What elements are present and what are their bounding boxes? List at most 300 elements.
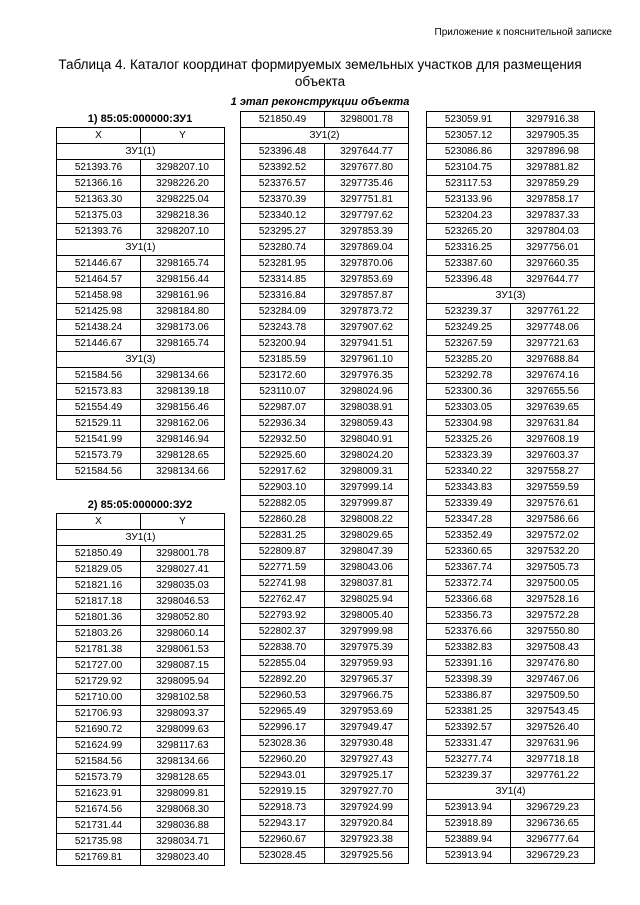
table-row	[427, 848, 595, 864]
group-label: ЗУ1(3)	[427, 288, 595, 304]
coord-x: 523386.87	[427, 688, 511, 704]
table-row	[241, 832, 409, 848]
table-row	[57, 304, 225, 320]
coord-x: 523347.28	[427, 512, 511, 528]
table-row	[427, 240, 595, 256]
table-row	[57, 674, 225, 690]
coord-y: 3297853.69	[325, 272, 409, 288]
coord-y: 3297509.50	[511, 688, 595, 704]
table-row	[427, 192, 595, 208]
coord-x: 523204.23	[427, 208, 511, 224]
group-label: ЗУ1(1)	[57, 530, 225, 546]
table-row	[427, 832, 595, 848]
coord-x: 521624.99	[57, 738, 141, 754]
table-row	[57, 288, 225, 304]
coord-x: 523381.25	[427, 704, 511, 720]
coord-y: 3298102.58	[141, 690, 225, 706]
table-row	[57, 786, 225, 802]
group-label: ЗУ1(2)	[241, 128, 409, 144]
coord-y: 3298099.81	[141, 786, 225, 802]
coord-x: 522882.05	[241, 496, 325, 512]
group-row	[427, 784, 595, 800]
table-row	[57, 754, 225, 770]
coord-x: 523303.05	[427, 400, 511, 416]
coord-x: 523117.53	[427, 176, 511, 192]
table-row	[241, 160, 409, 176]
coord-y: 3298156.46	[141, 400, 225, 416]
coord-y: 3297870.06	[325, 256, 409, 272]
table-row	[57, 224, 225, 240]
table-row	[427, 256, 595, 272]
table-row	[57, 256, 225, 272]
table-row	[57, 626, 225, 642]
coord-y: 3298060.14	[141, 626, 225, 642]
coord-x: 523185.59	[241, 352, 325, 368]
coord-y: 3297873.72	[325, 304, 409, 320]
table-row	[427, 160, 595, 176]
coord-y: 3298052.80	[141, 610, 225, 626]
coord-x: 523376.57	[241, 176, 325, 192]
table-row	[241, 416, 409, 432]
coord-x: 523360.65	[427, 544, 511, 560]
group-row	[57, 144, 225, 160]
coord-x: 523913.94	[427, 800, 511, 816]
coord-x: 523265.20	[427, 224, 511, 240]
table-row	[427, 592, 595, 608]
column-2	[240, 111, 408, 864]
coord-x: 521727.00	[57, 658, 141, 674]
coord-x: 523277.74	[427, 752, 511, 768]
table-row	[57, 802, 225, 818]
group-label: ЗУ1(1)	[57, 240, 225, 256]
coord-x: 522793.92	[241, 608, 325, 624]
coord-x: 521446.67	[57, 336, 141, 352]
coord-x: 523243.78	[241, 320, 325, 336]
coord-y: 3298165.74	[141, 336, 225, 352]
coord-x: 523284.09	[241, 304, 325, 320]
coord-y: 3298225.04	[141, 192, 225, 208]
header-x: X	[57, 514, 141, 530]
coord-x: 521710.00	[57, 690, 141, 706]
table-row	[57, 464, 225, 480]
coord-y: 3298226.20	[141, 176, 225, 192]
coord-y: 3298146.94	[141, 432, 225, 448]
table-row	[427, 208, 595, 224]
table-row	[57, 770, 225, 786]
coord-x: 521674.56	[57, 802, 141, 818]
table-row	[241, 480, 409, 496]
table-row	[241, 256, 409, 272]
table-row	[241, 496, 409, 512]
coord-x: 523376.66	[427, 624, 511, 640]
group-row	[57, 530, 225, 546]
group-label: ЗУ1(3)	[57, 352, 225, 368]
coord-y: 3297804.03	[511, 224, 595, 240]
coord-x: 521829.05	[57, 562, 141, 578]
table-row	[241, 736, 409, 752]
table-row	[57, 850, 225, 866]
coord-x: 521573.83	[57, 384, 141, 400]
coord-x: 522960.20	[241, 752, 325, 768]
coord-y: 3297999.14	[325, 480, 409, 496]
coord-y: 3297925.17	[325, 768, 409, 784]
table-row	[57, 658, 225, 674]
table-row	[241, 544, 409, 560]
coord-x: 523086.86	[427, 144, 511, 160]
coord-x: 523316.84	[241, 288, 325, 304]
coord-y: 3298207.10	[141, 160, 225, 176]
coord-y: 3297857.87	[325, 288, 409, 304]
coord-x: 522917.62	[241, 464, 325, 480]
coord-x: 522996.17	[241, 720, 325, 736]
coord-y: 3297959.93	[325, 656, 409, 672]
coord-x: 523370.39	[241, 192, 325, 208]
table-row	[427, 736, 595, 752]
coord-x: 522932.50	[241, 432, 325, 448]
table-row	[241, 752, 409, 768]
table-row	[427, 640, 595, 656]
table-row	[241, 368, 409, 384]
table-header-row	[57, 514, 225, 530]
coord-x: 523382.83	[427, 640, 511, 656]
header-note: Приложение к пояснительной записке	[434, 27, 612, 38]
table-row	[57, 834, 225, 850]
coord-x: 523918.89	[427, 816, 511, 832]
table-row	[241, 688, 409, 704]
coord-y: 3297644.77	[325, 144, 409, 160]
coord-x: 523325.26	[427, 432, 511, 448]
coord-x: 521729.92	[57, 674, 141, 690]
coord-x: 521584.56	[57, 368, 141, 384]
coord-y: 3297941.51	[325, 336, 409, 352]
coord-x: 523133.96	[427, 192, 511, 208]
coord-x: 523396.48	[241, 144, 325, 160]
coord-y: 3297837.33	[511, 208, 595, 224]
section-2-title: 2) 85:05:000000:ЗУ2	[87, 499, 193, 511]
table-row	[241, 624, 409, 640]
coord-y: 3297881.82	[511, 160, 595, 176]
coord-y: 3298161.96	[141, 288, 225, 304]
coord-x: 523367.74	[427, 560, 511, 576]
table-row	[57, 432, 225, 448]
table-row	[427, 352, 595, 368]
table-row	[241, 512, 409, 528]
table-row	[57, 642, 225, 658]
coord-x: 522802.37	[241, 624, 325, 640]
table-row	[57, 706, 225, 722]
coord-y: 3297608.19	[511, 432, 595, 448]
coord-x: 523352.49	[427, 528, 511, 544]
table-row	[241, 208, 409, 224]
header-y: Y	[141, 128, 225, 144]
coord-y: 3298218.36	[141, 208, 225, 224]
table-row	[241, 528, 409, 544]
coord-x: 523104.75	[427, 160, 511, 176]
table-row	[57, 320, 225, 336]
coord-y: 3298099.63	[141, 722, 225, 738]
table-row	[241, 672, 409, 688]
table-row	[57, 562, 225, 578]
table-row	[427, 624, 595, 640]
table-row	[57, 400, 225, 416]
coordinates-table-3	[240, 111, 409, 864]
table-row	[427, 464, 595, 480]
coord-x: 521706.93	[57, 706, 141, 722]
coord-x: 523304.98	[427, 416, 511, 432]
coord-x: 522960.53	[241, 688, 325, 704]
coord-y: 3297761.22	[511, 304, 595, 320]
coord-x: 522903.10	[241, 480, 325, 496]
coord-x: 523889.94	[427, 832, 511, 848]
coord-y: 3297907.62	[325, 320, 409, 336]
coord-y: 3297660.35	[511, 256, 595, 272]
table-row	[57, 690, 225, 706]
table-row	[241, 304, 409, 320]
coord-y: 3297953.69	[325, 704, 409, 720]
coord-y: 3298165.74	[141, 256, 225, 272]
coord-x: 522762.47	[241, 592, 325, 608]
coord-y: 3297467.06	[511, 672, 595, 688]
coord-x: 522987.07	[241, 400, 325, 416]
coord-y: 3297999.87	[325, 496, 409, 512]
coord-y: 3297550.80	[511, 624, 595, 640]
coord-y: 3298047.39	[325, 544, 409, 560]
coord-x: 523249.25	[427, 320, 511, 336]
table-row	[241, 384, 409, 400]
table-row	[241, 768, 409, 784]
coord-x: 521375.03	[57, 208, 141, 224]
table-row	[427, 608, 595, 624]
coord-y: 3297505.73	[511, 560, 595, 576]
coord-x: 521850.49	[241, 112, 325, 128]
coord-x: 521529.11	[57, 416, 141, 432]
coord-y: 3297923.38	[325, 832, 409, 848]
coord-x: 523300.36	[427, 384, 511, 400]
table-row	[57, 818, 225, 834]
coord-y: 3297869.04	[325, 240, 409, 256]
table-row	[241, 176, 409, 192]
group-row	[57, 352, 225, 368]
coord-y: 3298134.66	[141, 754, 225, 770]
table-row	[427, 688, 595, 704]
table-row	[241, 448, 409, 464]
coord-x: 523396.48	[427, 272, 511, 288]
coord-x: 521690.72	[57, 722, 141, 738]
coord-x: 521458.98	[57, 288, 141, 304]
coord-y: 3297674.16	[511, 368, 595, 384]
coord-y: 3298128.65	[141, 770, 225, 786]
coord-x: 523028.36	[241, 736, 325, 752]
coord-x: 523392.52	[241, 160, 325, 176]
coord-x: 523110.07	[241, 384, 325, 400]
table-row	[57, 192, 225, 208]
coord-x: 523267.59	[427, 336, 511, 352]
coord-y: 3298184.80	[141, 304, 225, 320]
page-title: Таблица 4. Каталог координат формируемых земельных участков для размещения объекта	[58, 57, 582, 89]
table-row	[427, 816, 595, 832]
coord-y: 3297558.27	[511, 464, 595, 480]
table-row	[427, 144, 595, 160]
coord-y: 3297999.98	[325, 624, 409, 640]
coord-y: 3298027.41	[141, 562, 225, 578]
table-row	[241, 272, 409, 288]
coord-x: 521366.16	[57, 176, 141, 192]
coord-y: 3297586.66	[511, 512, 595, 528]
coord-x: 523295.27	[241, 224, 325, 240]
table-row	[427, 176, 595, 192]
coord-x: 522855.04	[241, 656, 325, 672]
coord-y: 3298095.94	[141, 674, 225, 690]
coord-x: 523314.85	[241, 272, 325, 288]
coord-y: 3297735.46	[325, 176, 409, 192]
coord-x: 521573.79	[57, 770, 141, 786]
coord-x: 521781.38	[57, 642, 141, 658]
table-row	[427, 576, 595, 592]
coord-y: 3297655.56	[511, 384, 595, 400]
coord-y: 3298139.18	[141, 384, 225, 400]
coord-x: 521731.44	[57, 818, 141, 834]
coord-y: 3297721.63	[511, 336, 595, 352]
coord-y: 3297677.80	[325, 160, 409, 176]
coord-y: 3297924.99	[325, 800, 409, 816]
table-row	[427, 560, 595, 576]
coord-x: 521541.99	[57, 432, 141, 448]
coord-y: 3297639.65	[511, 400, 595, 416]
coord-y: 3298008.22	[325, 512, 409, 528]
table-row	[241, 240, 409, 256]
coord-y: 3296736.65	[511, 816, 595, 832]
coord-x: 523387.60	[427, 256, 511, 272]
table-row	[57, 610, 225, 626]
coord-y: 3296777.64	[511, 832, 595, 848]
coord-y: 3297761.22	[511, 768, 595, 784]
coord-x: 521464.57	[57, 272, 141, 288]
coord-y: 3298162.06	[141, 416, 225, 432]
table-row	[241, 400, 409, 416]
coord-y: 3297927.43	[325, 752, 409, 768]
coord-x: 523172.60	[241, 368, 325, 384]
table-row	[427, 768, 595, 784]
coordinates-table-1	[56, 127, 225, 480]
table-row	[427, 112, 595, 128]
table-row	[241, 288, 409, 304]
coord-x: 523028.45	[241, 848, 325, 864]
coord-x: 521425.98	[57, 304, 141, 320]
coord-y: 3297797.62	[325, 208, 409, 224]
coord-x: 523323.39	[427, 448, 511, 464]
coord-x: 521817.18	[57, 594, 141, 610]
coord-y: 3298134.66	[141, 464, 225, 480]
table-row	[427, 496, 595, 512]
coord-y: 3297975.39	[325, 640, 409, 656]
coord-x: 522918.73	[241, 800, 325, 816]
coord-y: 3298001.78	[141, 546, 225, 562]
coord-y: 3297748.06	[511, 320, 595, 336]
coord-x: 523366.68	[427, 592, 511, 608]
table-row	[57, 384, 225, 400]
coord-y: 3298025.94	[325, 592, 409, 608]
coord-y: 3297896.98	[511, 144, 595, 160]
coord-x: 523391.16	[427, 656, 511, 672]
coord-y: 3298005.40	[325, 608, 409, 624]
coord-y: 3297916.38	[511, 112, 595, 128]
coord-y: 3297572.02	[511, 528, 595, 544]
table-row	[57, 160, 225, 176]
table-row	[427, 512, 595, 528]
coord-x: 523285.20	[427, 352, 511, 368]
coord-y: 3298023.40	[141, 850, 225, 866]
coord-y: 3298128.65	[141, 448, 225, 464]
coord-y: 3298134.66	[141, 368, 225, 384]
coord-x: 521554.49	[57, 400, 141, 416]
table-row	[427, 224, 595, 240]
coord-x: 523913.94	[427, 848, 511, 864]
coord-x: 521446.67	[57, 256, 141, 272]
coord-x: 521573.79	[57, 448, 141, 464]
coord-x: 523372.74	[427, 576, 511, 592]
table-row	[241, 144, 409, 160]
coord-y: 3297603.37	[511, 448, 595, 464]
table-row	[57, 416, 225, 432]
coord-x: 523239.37	[427, 768, 511, 784]
coord-y: 3297925.56	[325, 848, 409, 864]
coord-y: 3297718.18	[511, 752, 595, 768]
coord-y: 3297859.29	[511, 176, 595, 192]
coord-x: 522936.34	[241, 416, 325, 432]
coord-x: 521735.98	[57, 834, 141, 850]
table-row	[241, 592, 409, 608]
table-row	[427, 672, 595, 688]
coord-x: 523281.95	[241, 256, 325, 272]
coord-x: 521850.49	[57, 546, 141, 562]
table-row	[241, 784, 409, 800]
table-header-row	[57, 128, 225, 144]
coord-x: 523057.12	[427, 128, 511, 144]
coord-x: 521584.56	[57, 464, 141, 480]
table-row	[427, 320, 595, 336]
table-row	[241, 720, 409, 736]
coord-x: 522943.17	[241, 816, 325, 832]
coord-y: 3297756.01	[511, 240, 595, 256]
table-row	[241, 800, 409, 816]
coord-x: 521393.76	[57, 160, 141, 176]
table-row	[427, 720, 595, 736]
table-row	[57, 738, 225, 754]
coord-y: 3298061.53	[141, 642, 225, 658]
table-row	[427, 272, 595, 288]
coord-y: 3297526.40	[511, 720, 595, 736]
table-row	[241, 704, 409, 720]
coord-y: 3297853.39	[325, 224, 409, 240]
coord-y: 3297976.35	[325, 368, 409, 384]
coord-y: 3297631.84	[511, 416, 595, 432]
coord-y: 3298034.71	[141, 834, 225, 850]
table-row	[241, 848, 409, 864]
coord-x: 523239.37	[427, 304, 511, 320]
coord-y: 3298059.43	[325, 416, 409, 432]
table-row	[427, 368, 595, 384]
coord-y: 3298117.63	[141, 738, 225, 754]
coord-x: 522860.28	[241, 512, 325, 528]
coord-x: 523340.12	[241, 208, 325, 224]
table-row	[427, 304, 595, 320]
table-row	[427, 704, 595, 720]
table-row	[241, 224, 409, 240]
coord-y: 3297961.10	[325, 352, 409, 368]
table-row	[427, 544, 595, 560]
coord-y: 3297927.70	[325, 784, 409, 800]
table-row	[57, 336, 225, 352]
